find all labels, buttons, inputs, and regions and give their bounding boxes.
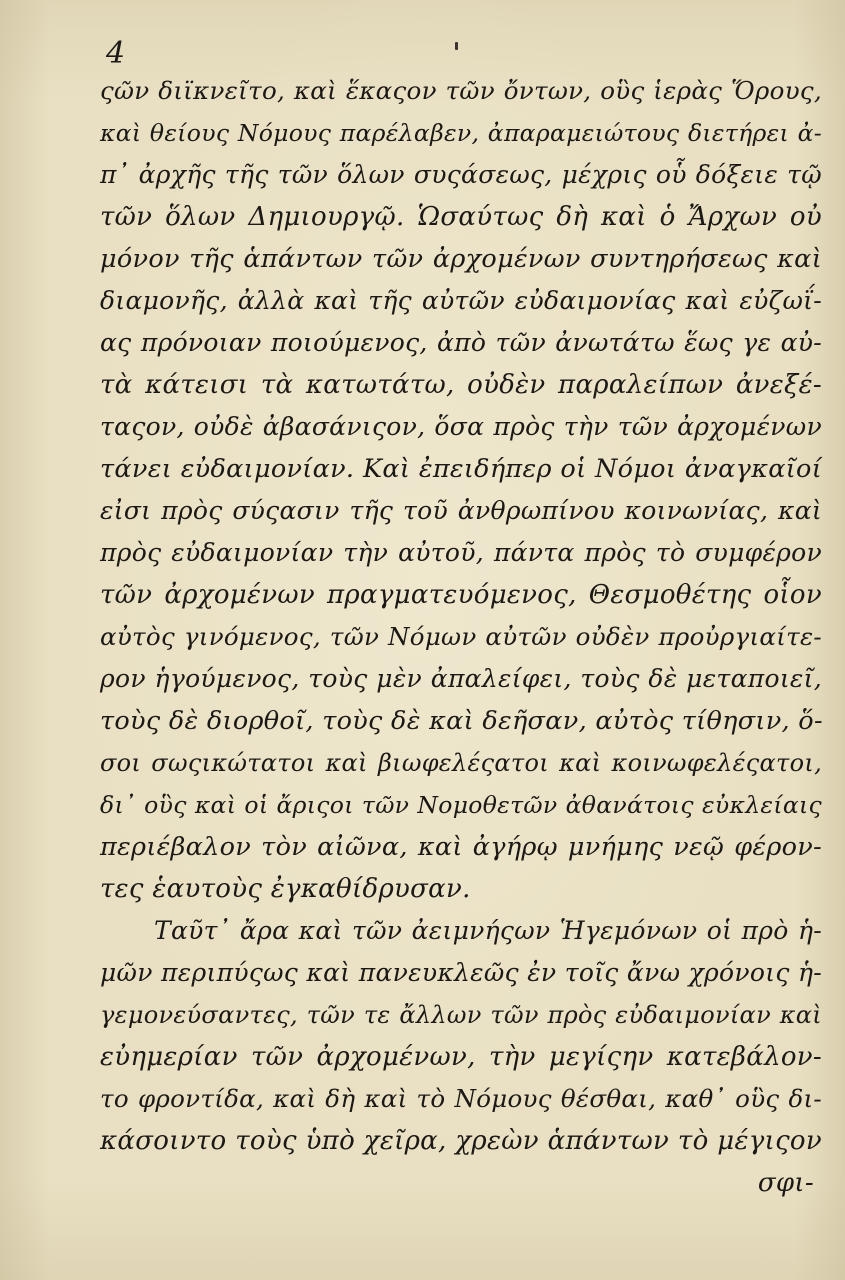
text-line: εὐημερίαν τῶν ἀρχομένων, τὴν μεγίςην κατεβάλον- [100,1042,822,1072]
text-line: εἰσι πρὸς σύςασιν τῆς τοῦ ἀνθρωπίνου κοινωνίας, καὶ [100,496,822,525]
text-line: ας πρόνοιαν ποιούμενος, ἀπὸ τῶν ἀνωτάτω ἕως γε αὐ- [100,328,822,357]
catchword: σφι- [757,1168,814,1198]
text-block [100,70,822,1204]
text-line: τοὺς δὲ διορθοῖ, τοὺς δὲ καὶ δεῆσαν, αὐτὸς τίθησιν, ὅ- [100,706,823,736]
text-line: τῶν ὅλων Δημιουργῷ. Ὡσαύτως δὴ καὶ ὁ Ἄρχων οὐ [100,202,822,232]
text-line: τῶν ἀρχομένων πραγματευόμενος, Θεσμοθέτης οἷον [100,580,822,610]
page-number: 4 [106,36,126,71]
text-line: τάνει εὐδαιμονίαν. Καὶ ἐπειδήπερ οἱ Νόμοι ἀναγκαῖοί [100,454,822,484]
paragraph-start-line: Ταῦτ᾽ ἄρα καὶ τῶν ἀειμνήςων Ἡγεμόνων οἱ πρὸ ἡ- [154,916,822,945]
text-line: αὐτὸς γινόμενος, τῶν Νόμων αὐτῶν οὐδὲν προὐργιαίτε- [100,622,822,651]
text-line: μόνον τῆς ἁπάντων τῶν ἀρχομένων συντηρήσεως καὶ [100,244,822,274]
text-line: π᾽ ἀρχῆς τῆς τῶν ὅλων συςάσεως, μέχρις οὗ δόξειε τῷ [100,160,822,189]
text-line: γεμονεύσαντες, τῶν τε ἄλλων τῶν πρὸς εὐδαιμονίαν καὶ [100,1001,822,1029]
text-line: ρον ἡγούμενος, τοὺς μὲν ἀπαλείφει, τοὺς δὲ μεταποιεῖ, [100,664,822,693]
text-line: διαμονῆς, ἀλλὰ καὶ τῆς αὐτῶν εὐδαιμονίας καὶ εὐζωΐ- [100,286,822,315]
text-line: ςῶν διϊκνεῖτο, καὶ ἕκαςον τῶν ὄντων, οὓς ἱερὰς Ὅρους, [100,76,822,105]
text-line: κάσοιντο τοὺς ὑπὸ χεῖρα, χρεὼν ἁπάντων τὸ μέγιςον [100,1126,822,1156]
text-line: σοι σωςικώτατοι καὶ βιωφελέςατοι καὶ κοινωφελέςατοι, [100,749,822,777]
text-line: τὰ κάτεισι τὰ κατωτάτω, οὐδὲν παραλείπων ἀνεξέ- [100,370,822,400]
ink-speck [455,42,458,50]
text-line: το φροντίδα, καὶ δὴ καὶ τὸ Νόμους θέσθαι, καθ᾽ οὓς δι- [100,1084,822,1113]
text-line: μῶν περιπύςως καὶ πανευκλεῶς ἐν τοῖς ἄνω χρόνοις ἡ- [100,958,822,987]
text-line: πρὸς εὐδαιμονίαν τὴν αὐτοῦ, πάντα πρὸς τὸ συμφέρον [100,538,822,567]
text-line: δι᾽ οὓς καὶ οἱ ἄριςοι τῶν Νομοθετῶν ἀθανάτοις εὐκλείαις [100,791,822,819]
bleed-through-mark [100,1170,160,1188]
text-line: περιέβαλον τὸν αἰῶνα, καὶ ἀγήρῳ μνήμης νεῷ φέρον- [100,832,822,862]
text-line: ταςον, οὐδὲ ἀβασάνιςον, ὅσα πρὸς τὴν τῶν ἀρχομένων [100,412,822,441]
text-line: καὶ θείους Νόμους παρέλαβεν, ἀπαραμειώτους διετήρει ἀ- [100,119,822,147]
text-line: τες ἑαυτοὺς ἐγκαθίδρυσαν. [100,874,471,904]
